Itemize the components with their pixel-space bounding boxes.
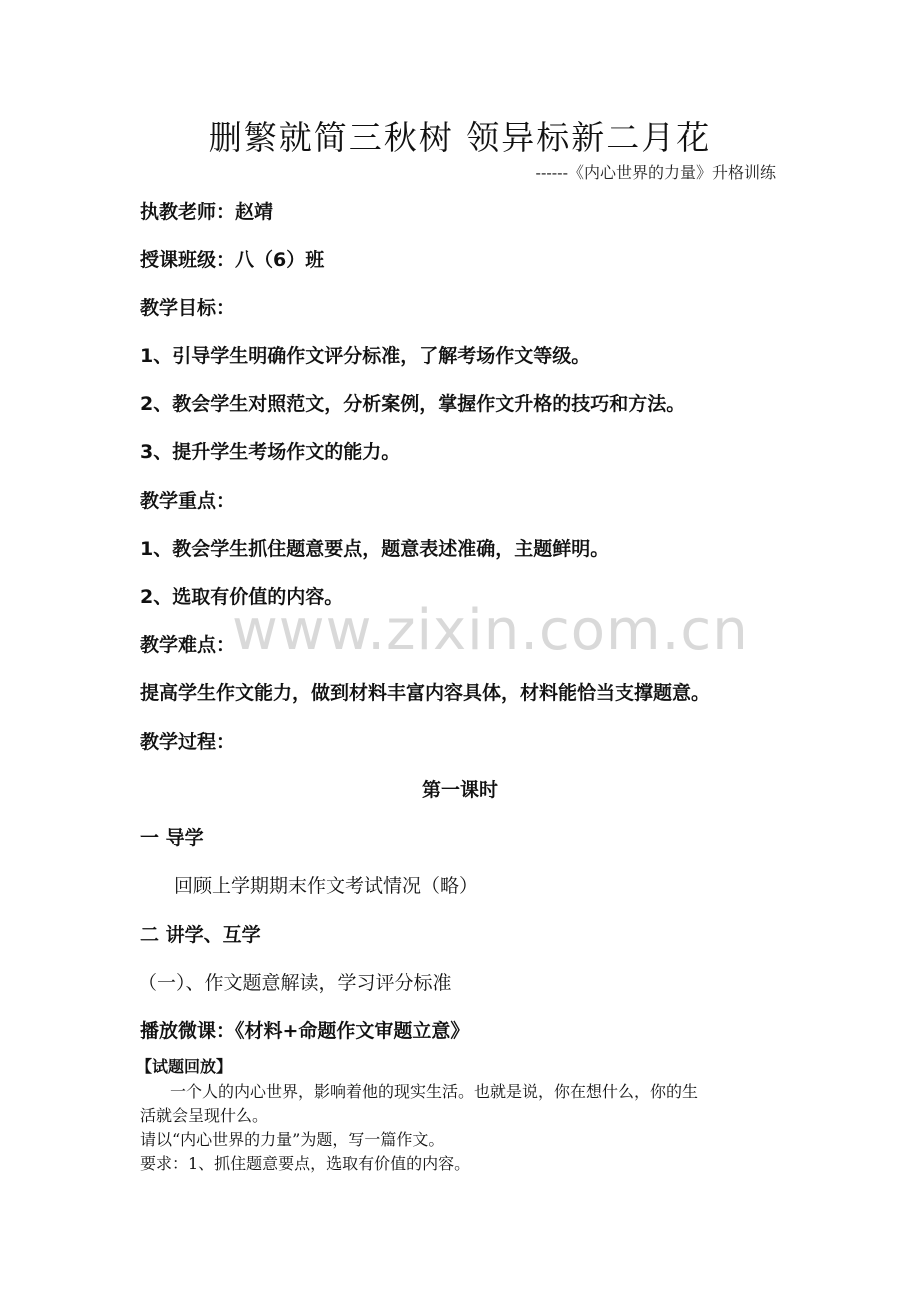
section-1-text: 回顾上学期期末作文考试情况（略）	[174, 875, 479, 897]
section-1-heading: 一 导学	[140, 827, 204, 849]
exam-paragraph-1-line-1: 一个人的内心世界，影响着他的现实生活。也就是说，你在想什么，你的生	[170, 1082, 699, 1101]
process-heading: 教学过程：	[140, 731, 236, 753]
microlesson-line: 播放微课：《材料+命题作文审题立意》	[140, 1020, 470, 1042]
goal-item-3: 3、提升学生考场作文的能力。	[140, 441, 401, 463]
document-title: 删繁就简三秋树 领异标新二月花	[208, 118, 712, 157]
document-subtitle: ------《内心世界的力量》升格训练	[535, 163, 776, 182]
section-2-subheading: （一）、作文题意解读，学习评分标准	[138, 972, 452, 994]
watermark: www.zixin.com.cn	[232, 598, 749, 663]
focus-item-1: 1、教会学生抓住题意要点，题意表述准确，主题鲜明。	[140, 538, 610, 560]
lesson-heading: 第一课时	[421, 779, 498, 801]
goal-item-1: 1、引导学生明确作文评分标准，了解考场作文等级。	[140, 345, 591, 367]
focus-heading: 教学重点：	[140, 490, 236, 512]
class-line: 授课班级：八（6）班	[140, 249, 325, 271]
exam-paragraph-2: 请以“内心世界的力量”为题，写一篇作文。	[140, 1130, 445, 1149]
exam-paragraph-1-line-2: 活就会呈现什么。	[140, 1106, 269, 1125]
exam-requirement: 要求：1、抓住题意要点，选取有价值的内容。	[140, 1154, 471, 1173]
difficulty-heading: 教学难点：	[140, 634, 236, 656]
focus-item-2: 2、选取有价值的内容。	[140, 586, 344, 608]
difficulty-text: 提高学生作文能力，做到材料丰富内容具体，材料能恰当支撑题意。	[140, 682, 711, 704]
exam-label: 【试题回放】	[136, 1057, 233, 1076]
teacher-line: 执教老师：赵靖	[140, 201, 274, 223]
section-2-heading: 二 讲学、互学	[140, 924, 261, 946]
goal-item-2: 2、教会学生对照范文，分析案例，掌握作文升格的技巧和方法。	[140, 393, 686, 415]
goals-heading: 教学目标：	[140, 297, 236, 319]
